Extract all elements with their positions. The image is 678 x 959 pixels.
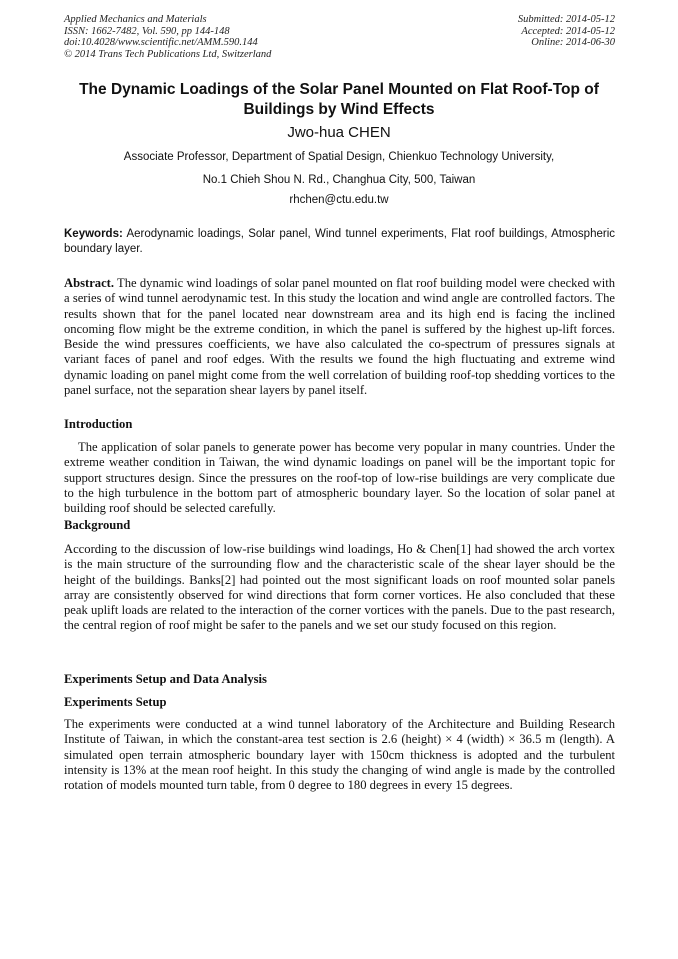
submitted-date: Submitted: 2014-05-12 (517, 14, 615, 25)
author-name: Jwo-hua CHEN (287, 124, 391, 141)
doi-line: doi:10.4028/www.scientific.net/AMM.590.144 (64, 37, 258, 48)
experiments-setup-text: The experiments were conducted at a wind tunnel laboratory of the Architecture and Building Research Institute of Taiwan, in which the constant-area test section is 2.6 (height) × 4 (width) × 36.5 m (length). A simulated open terrain atmospheric boundary layer with 150cm thickness is adopted and the turbulent intensity is 13% at the mean roof height. In this study the changing of wind angle is made by the controlled rotation of models mounted turn table, from 0 degree to 180 degrees in every 15 degrees. (64, 717, 615, 793)
publication-info (64, 14, 271, 60)
journal-name: Applied Mechanics and Materials (64, 14, 207, 25)
keywords (64, 227, 615, 257)
abstract-label: Abstract. (64, 276, 115, 290)
issn-line: ISSN: 1662-7482, Vol. 590, pp 144-148 (64, 25, 230, 37)
keywords-text: Aerodynamic loadings, Solar panel, Wind tunnel experiments, Flat roof buildings, Atmospheric boundary layer. (64, 228, 615, 255)
copyright-line: © 2014 Trans Tech Publications Ltd, Switzerland (64, 48, 272, 60)
paper-title: The Dynamic Loadings of the Solar Panel Mounted on Flat Roof-Top of Buildings by Wind Effects (79, 81, 599, 118)
introduction-heading: Introduction (64, 417, 133, 431)
abstract (64, 276, 615, 398)
affiliation-line-1: Associate Professor, Department of Spatial Design, Chienkuo Technology University, (123, 151, 555, 163)
accepted-date: Accepted: 2014-05-12 (521, 25, 615, 37)
author-email: rhchen@ctu.edu.tw (289, 194, 389, 206)
keywords-label: Keywords: (64, 228, 123, 240)
introduction-text: The application of solar panels to generate power has become very popular in many countries. Under the extreme weather condition in Taiwan, the wind dynamic loadings on panel will be the important topic for support structures design. Since the pressures on the roof-top of low-rise buildings are very complicate due to the high turbulence in the bottom part of atmospheric boundary layer. So the location of solar panel at building roof should be selected carefully. (64, 440, 615, 516)
affiliation-line-2: No.1 Chieh Shou N. Rd., Changhua City, 500, Taiwan (202, 174, 476, 186)
abstract-text: The dynamic wind loadings of solar panel mounted on flat roof building model were checked with a series of wind tunnel aerodynamic test. In this study the location and wind angle are controlled factors. The results shown that for the panel located near downstream area and its high end is facing the inclined oncoming flow might be the extreme condition, in which the panel is suffered by the highest up-lift forces. Beside the wind pressures coefficients, we have also calculated the co-spectrum of pressures signals at variant faces of panel and roof edges. With the results we found the high fluctuating and extreme wind dynamic loading on panel might come from the well correlation of building roof-top shedding vortices to the panel surface, not the separation shear layers by panel itself. (64, 276, 615, 398)
online-date: Online: 2014-06-30 (531, 37, 615, 48)
publication-dates (518, 14, 615, 49)
experiments-setup-heading: Experiments Setup (64, 695, 167, 709)
background-heading: Background (64, 518, 131, 532)
background-text: According to the discussion of low-rise buildings wind loadings, Ho & Chen[1] had showed the arch vortex is the main structure of the surrounding flow and the characteristic scale of the shear layer should be the height of the buildings. Banks[2] had pointed out the most significant loads on roof mounted solar panels array are consistently observed for wind directions that form corner vortices. He also concluded that these peak uplift loads are related to the interaction of the corner vortices with the panels. Due to the past research, the central region of roof might be safer to the panels and we set our study focused on this region. (64, 542, 615, 633)
experiments-heading: Experiments Setup and Data Analysis (64, 672, 267, 686)
